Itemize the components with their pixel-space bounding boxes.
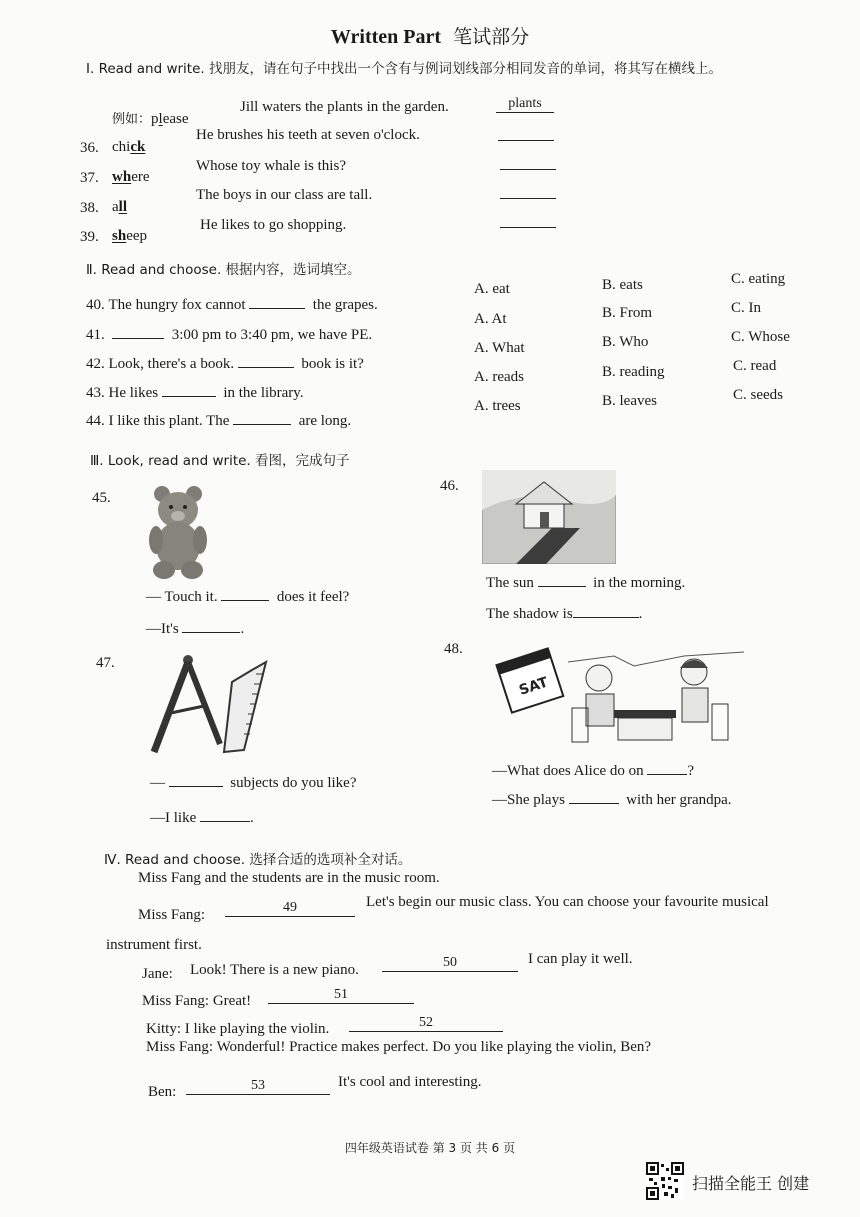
q41-blank[interactable] [112,324,164,339]
q48-blank1[interactable] [647,760,687,775]
q48-blank2[interactable] [569,789,619,804]
q43-option-b[interactable]: B. reading [602,364,665,380]
q43-blank[interactable] [162,382,216,397]
q39-sentence: He likes to go shopping. [200,217,347,233]
section2-instruction: Ⅱ. Read and choose. 根据内容，选词填空。 [86,262,361,278]
dialog-line4-speaker: Kitty: I like playing the violin. [146,1021,330,1037]
q40-option-b[interactable]: B. eats [602,277,643,293]
chess-scene-image [494,642,744,744]
blank-52[interactable]: 52 [349,1015,503,1032]
blank-50[interactable]: 50 [382,955,518,972]
dialog-line1-speaker: Miss Fang: [138,907,206,923]
q44-row: 44. I like this plant. The are long. [86,410,351,430]
scanner-watermark: 扫描全能王 创建 [692,1174,810,1193]
q42-option-a[interactable]: A. What [474,340,525,356]
teddy-bear-image [140,484,218,580]
q40-option-c[interactable]: C. eating [731,271,786,287]
calendar-label: SAT [517,674,551,699]
q38-answer-blank[interactable] [500,182,556,199]
q38-word: all [112,199,128,215]
page-title: Written Part 笔试部分 [330,26,530,48]
q45-num: 45. [92,490,111,506]
dialog-line2-after: I can play it well. [528,951,633,967]
q41-option-b[interactable]: B. From [602,305,653,321]
qr-code-icon [646,1162,684,1200]
q43-option-c[interactable]: C. read [733,358,777,374]
q45-blank2[interactable] [182,618,240,633]
q46-line1: The sun in the morning. [486,572,685,592]
dialog-line2-speaker: Jane: [142,966,173,982]
dialog-line6-after: It's cool and interesting. [338,1074,482,1090]
dialog-line3-speaker: Miss Fang: Great! [142,993,252,1009]
dialog-line1-cont: instrument first. [106,937,202,953]
house-shadow-image [482,470,616,564]
q37-sentence: Whose toy whale is this? [196,158,346,174]
dialog-line2-text: Look! There is a new piano. [190,962,359,978]
q43-row: 43. He likes in the library. [86,382,304,402]
example-row: 例如：please [112,111,189,127]
blank-51[interactable]: 51 [268,987,414,1004]
q42-blank[interactable] [238,353,294,368]
q37-num: 37. [80,170,99,186]
section1-instruction: Ⅰ. Read and write. 找朋友，请在句子中找出一个含有与例词划线部分相同发音的单词，将其写在横线上。 [86,61,722,77]
q37-answer-blank[interactable] [500,153,556,170]
q44-blank[interactable] [233,410,291,425]
q37-word: where [112,169,150,185]
page-footer: 四年级英语试卷 第 3 页 共 6 页 [344,1141,516,1155]
compass-ruler-image [148,652,270,756]
q39-answer-blank[interactable] [500,211,556,228]
q41-row: 41. 3:00 pm to 3:40 pm, we have PE. [86,324,372,344]
dialog-line1-text: Let's begin our music class. You can choose your favourite musical [366,894,769,910]
dialog-line6-speaker: Ben: [148,1084,177,1100]
q45-line2: —It's . [146,618,244,638]
q45-blank1[interactable] [221,586,269,601]
q44-option-b[interactable]: B. leaves [602,393,657,409]
q36-word: chick [112,139,146,155]
q42-option-c[interactable]: C. Whose [731,329,790,345]
q46-blank1[interactable] [538,572,586,587]
q44-option-a[interactable]: A. trees [474,398,521,414]
example-answer: plants [496,96,554,113]
q40-row: 40. The hungry fox cannot the grapes. [86,294,378,314]
q36-num: 36. [80,140,99,156]
example-sentence: Jill waters the plants in the garden. [240,99,449,115]
blank-49[interactable]: 49 [225,900,355,917]
q39-word: sheep [112,228,148,244]
q40-option-a[interactable]: A. eat [474,281,510,297]
q38-num: 38. [80,200,99,216]
q43-option-a[interactable]: A. reads [474,369,524,385]
q39-num: 39. [80,229,99,245]
q40-blank[interactable] [249,294,305,309]
section4-intro: Miss Fang and the students are in the music room. [138,870,440,886]
q36-sentence: He brushes his teeth at seven o'clock. [196,127,420,143]
q48-line2: —She plays with her grandpa. [492,789,732,809]
q47-num: 47. [96,655,115,671]
q47-blank2[interactable] [200,807,250,822]
blank-53[interactable]: 53 [186,1078,330,1095]
q42-option-b[interactable]: B. Who [602,334,649,350]
q46-num: 46. [440,478,459,494]
section4-instruction: Ⅳ. Read and choose. 选择合适的选项补全对话。 [104,852,412,868]
q47-blank1[interactable] [169,772,223,787]
q47-line2: —I like . [150,807,254,827]
q48-line1: —What does Alice do on ? [492,760,694,780]
q41-option-c[interactable]: C. In [731,300,761,316]
q48-num: 48. [444,641,463,657]
section3-instruction: Ⅲ. Look, read and write. 看图，完成句子 [90,453,350,469]
q47-line1: — subjects do you like? [150,772,356,792]
q41-option-a[interactable]: A. At [474,311,507,327]
q42-row: 42. Look, there's a book. book is it? [86,353,364,373]
q44-option-c[interactable]: C. seeds [733,387,783,403]
q45-line1: — Touch it. does it feel? [146,586,349,606]
q46-line2: The shadow is . [486,603,642,623]
q46-blank2[interactable] [573,603,639,618]
q36-answer-blank[interactable] [498,124,554,141]
q38-sentence: The boys in our class are tall. [196,187,373,203]
dialog-line5: Miss Fang: Wonderful! Practice makes perfect. Do you like playing the violin, Ben? [146,1039,652,1055]
